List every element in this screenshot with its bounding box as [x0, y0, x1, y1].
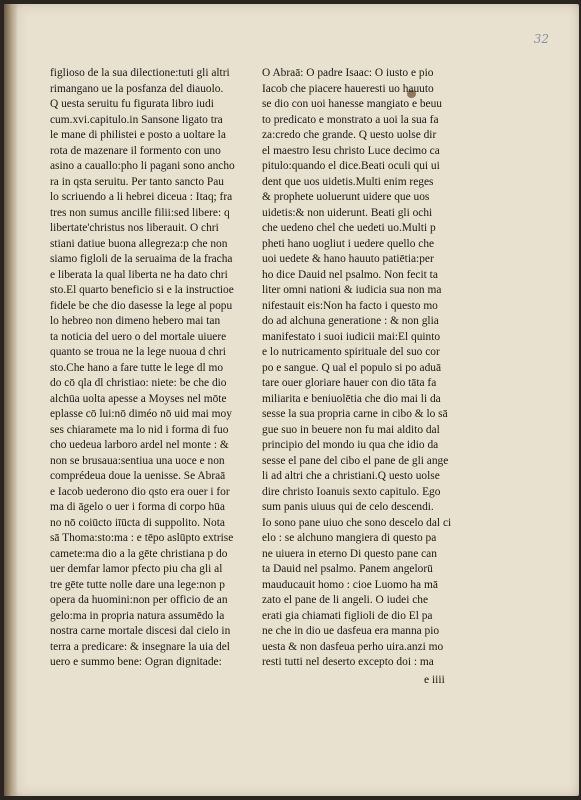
- text-line: do cō qla dl christiao: niete: be che dio: [50, 377, 227, 389]
- text-line: rota de mazenare il formento con uno: [50, 144, 221, 157]
- text-line: e Iacob uederono dio qsto era ouer i for: [50, 485, 230, 498]
- text-line: resti tutti nel deserto excepto doi : ma: [262, 656, 434, 668]
- text-line: ta noticia del uero o del mortale uiuere: [50, 330, 227, 343]
- text-line: lo scriuendo a li hebrei diceua : Itaq; fra: [50, 191, 233, 203]
- text-line: tre gēte tutte nolle dare una lege:non p: [50, 578, 225, 591]
- text-line: principio del mondo iu qua che idio da: [262, 439, 439, 451]
- text-line: nostra carne mortale discesi dal cielo in: [50, 625, 231, 637]
- text-line: cum.xvi.capitulo.in Sansone ligato tra: [50, 113, 223, 126]
- left-text-column: [50, 66, 264, 671]
- text-line: gue suo in beuere non fu mai aldito dal: [262, 423, 440, 436]
- text-line: za:credo che grande. Q uesto uolse dir: [262, 129, 437, 141]
- text-line: tres non sumus ancille filii:sed libere: q: [50, 206, 230, 219]
- text-line: dire christo Ioanuis sexto capitulo. Ego: [262, 485, 441, 498]
- text-line: uero e summo bene: Ogran dignitade:: [50, 656, 222, 668]
- text-line: tare ouer gloriare hauer con dio tāta fa: [262, 377, 437, 389]
- text-line: lo hebreo non dimeno hebero mai tan: [50, 315, 221, 327]
- text-line: uesta & non dasfeua perho uira.anzi mo: [262, 640, 444, 653]
- text-line: eplasse cō lui:nō diméo nō uid mai moy: [50, 408, 232, 420]
- text-line: Io sono pane uiuo che sono descelo dal ci: [262, 516, 452, 529]
- text-line: quanto se troua ne la lege nuoua d chri: [50, 346, 226, 358]
- text-line: che uedeno chel che uedeti uo.Multi p: [262, 222, 436, 234]
- text-line: to predicato e monstrato a uoi la sua fa: [262, 113, 439, 126]
- text-line: elo : se alchuno mangiera di questo pa: [262, 532, 437, 544]
- text-line: O Abraā: O padre Isaac: O iusto e pio: [262, 67, 434, 79]
- text-line: po e sangue. Q ual el populo si po aduā: [262, 361, 442, 374]
- text-line: ta Dauid nel psalmo. Panem angelorū: [262, 563, 433, 575]
- text-line: zato el pane de li angeli. O iudei che: [262, 594, 429, 606]
- text-line: e lo nutricamento spirituale del suo cor: [262, 346, 440, 358]
- text-line: ho dice Dauid nel psalmo. Non fecit ta: [262, 268, 438, 281]
- text-line: pitulo:quando el dice.Beati oculi qui ui: [262, 160, 440, 172]
- text-line: nifestauit eis:Non ha facto i questo mo: [262, 299, 438, 312]
- text-line: uoi uedete & hano hauuto patiētia:per: [262, 253, 434, 265]
- folio-number: 32: [533, 32, 549, 46]
- text-line: terra a predicare: & insegnare la uia del: [50, 640, 230, 653]
- text-line: non se brusaua:sentiua una uoce e non: [50, 454, 225, 467]
- text-line: mauducauit homo : cioe Luomo ha mā: [262, 578, 438, 591]
- text-line: no nō coiūcto iīūcta di suppolito. Nota: [50, 516, 225, 529]
- text-line: do ad alchuna generatione : & non glia: [262, 315, 439, 327]
- text-line: siamo figloli de la seruaima de la fracha: [50, 253, 233, 265]
- text-line: gelo:ma in propria natura assumēdo la: [50, 609, 225, 622]
- text-line: e liberata la qual liberta ne ha dato chri: [50, 268, 228, 281]
- text-line: Iacob che piacere haueresti uo hauuto: [262, 82, 434, 95]
- text-line: sā Thoma:sto:ma : e tēpo aslūpto extrise: [50, 532, 234, 544]
- text-line: sto.Che hano a fare tutte le lege dl mo: [50, 361, 224, 374]
- text-line: liter omni nationi & iudicia sua non ma: [262, 284, 442, 296]
- text-line: Q uesta seruitu fu figurata libro iudi: [50, 98, 214, 110]
- text-line: figlioso de la sua dilectione:tuti gli altri: [50, 67, 230, 79]
- text-line: manifestato i suoi iudicii mai:El quinto: [262, 330, 441, 343]
- text-line: asino a cauallo:pho li pagani sono ancho: [50, 160, 235, 172]
- text-line: & prophete uoluerunt uidere que uos: [262, 191, 430, 203]
- text-line: ma di āgelo o uer i forma di corpo hūa: [50, 501, 225, 513]
- signature-mark: e iiii: [424, 674, 445, 686]
- text-line: li ad altri che a christiani.Q uesto uolse: [262, 470, 440, 482]
- text-line: sesse el pane del cibo el pane de gli ange: [262, 454, 449, 467]
- text-line: sto.El quarto beneficio si e la instructioe: [50, 284, 234, 296]
- text-line: uidetis:& non uiderunt. Beati gli ochi: [262, 206, 433, 219]
- text-line: ra in qsta seruitu. Per tanto sancto Pau: [50, 175, 224, 188]
- text-line: ne che in dio ue dasfeua era manna pio: [262, 625, 440, 637]
- text-line: dent que uos uidetis.Multi enim reges: [262, 175, 434, 188]
- text-line: libertate'christus nos liberauit. O chri: [50, 222, 219, 234]
- binding-gutter: [4, 4, 18, 796]
- text-line: pheti hano uogliut i uedere quello che: [262, 237, 435, 250]
- text-line: erati gia chiamati figlioli de dio El pa: [262, 609, 433, 622]
- text-line: sum panis uiuus qui de celo descendi.: [262, 501, 434, 513]
- text-line: sesse la sua propria carne in cibo & lo sā: [262, 408, 448, 420]
- text-line: stiani datiue buona allegreza:p che non: [50, 237, 228, 250]
- manuscript-page: [4, 4, 579, 796]
- text-line: ses chiaramete ma lo nid i forma di fuo: [50, 423, 229, 436]
- text-line: camete:ma dio a la gēte christiana p do: [50, 547, 228, 560]
- text-line: alchūa uolta apesse a Moyses nel mōte: [50, 392, 227, 405]
- text-line: miliarita e beniuolētia che dio mai li da: [262, 392, 441, 405]
- text-line: fidele be che dio dasesse la lege al popu: [50, 299, 233, 312]
- text-line: el maestro Iesu christo Luce decimo ca: [262, 144, 440, 157]
- text-line: opera da huomini:non per officio de an: [50, 594, 228, 606]
- text-line: le mane di philistei e posto a uoltare la: [50, 129, 226, 141]
- text-line: comprédeua doue la uenisse. Se Abraā: [50, 470, 226, 482]
- right-text-column: [262, 66, 476, 671]
- text-line: ne uiuera in eterno Di questo pane can: [262, 547, 437, 560]
- text-line: se dio con uoi hanesse mangiato e beuu: [262, 98, 442, 110]
- text-line: uer demfar lamor pfecto piu cha gli al: [50, 563, 223, 575]
- text-line: cho uedeua larboro ardel nel monte : &: [50, 439, 229, 451]
- text-line: rimangano ue la posfanza del diauolo.: [50, 82, 224, 95]
